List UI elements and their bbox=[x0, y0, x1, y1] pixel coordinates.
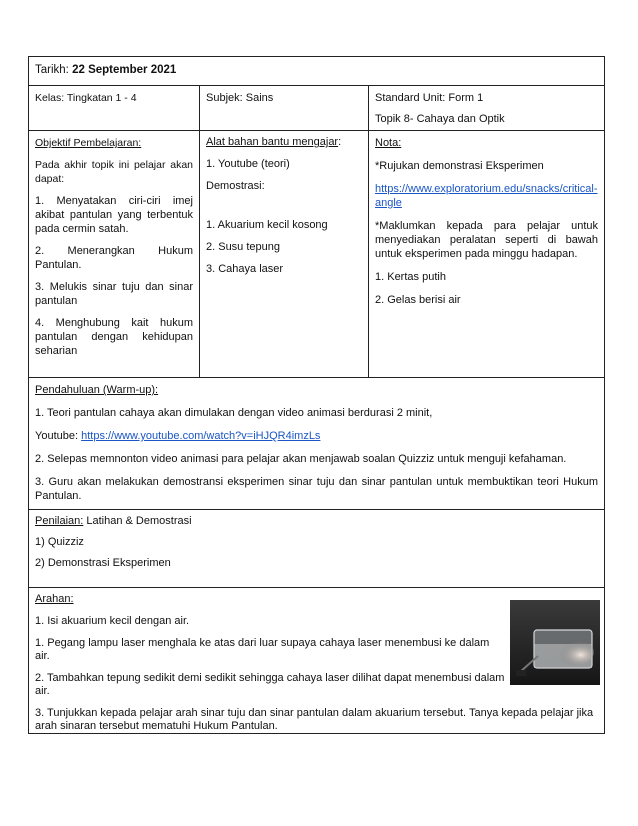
kelas-text: Kelas: Tingkatan 1 - 4 bbox=[35, 92, 137, 104]
objektif-cell bbox=[29, 131, 200, 377]
nota-maklumkan: *Maklumkan kepada para pelajar untuk menyediakan peralatan seperti di bawah untuk eksperimen pada minggu hadapan. bbox=[375, 220, 598, 260]
date-text bbox=[35, 64, 176, 76]
arahan-item-2: 1. Pegang lampu laser menghala ke atas dari luar supaya cahaya laser menembusi ke dalam air. bbox=[35, 637, 490, 662]
nota-rujukan: *Rujukan demonstrasi Eksperimen bbox=[375, 160, 544, 172]
alat-item-2: 2. Susu tepung bbox=[206, 241, 281, 253]
date-row bbox=[29, 57, 604, 86]
arahan-heading: Arahan: bbox=[35, 593, 74, 605]
penilaian-heading-rest: Latihan & Demostrasi bbox=[83, 515, 192, 527]
pendahuluan-p2: 2. Selepas memnonton video animasi para pelajar akan menjawab soalan Quizziz untuk menguji kefahaman. bbox=[35, 453, 567, 465]
objektif-item-3: 3. Melukis sinar tuju dan sinar pantulan bbox=[35, 281, 193, 307]
penilaian-heading bbox=[35, 515, 598, 527]
date-label: Tarikh: bbox=[35, 64, 69, 76]
penilaian-heading-label: Penilaian: bbox=[35, 515, 84, 527]
lesson-plan-table bbox=[28, 56, 605, 734]
nota-item-2: 2. Gelas berisi air bbox=[375, 294, 461, 306]
info-row bbox=[29, 86, 604, 131]
objektif-intro: Pada akhir topik ini pelajar akan dapat: bbox=[35, 159, 193, 185]
subjek-text: Subjek: Sains bbox=[206, 92, 274, 104]
objektif-heading: Objektif Pembelajaran: bbox=[35, 137, 142, 149]
penilaian-item-1: 1) Quizziz bbox=[35, 536, 84, 548]
topik-text: Topik 8- Cahaya dan Optik bbox=[375, 113, 505, 125]
objektif-item-2: 2. Menerangkan Hukum Pantulan. bbox=[35, 245, 193, 271]
date-value: 22 September 2021 bbox=[72, 64, 177, 76]
alat-cell bbox=[200, 131, 369, 377]
nota-cell bbox=[369, 131, 604, 377]
arahan-item-4: 3. Tunjukkan kepada pelajar arah sinar tuju dan sinar pantulan dalam akuarium tersebut. Tanya kepada pelajar jika arah sinaran tersebut mematuhi Hukum Pantulan. bbox=[35, 707, 594, 732]
alat-item-1: 1. Akuarium kecil kosong bbox=[206, 219, 328, 231]
pendahuluan-p1: 1. Teori pantulan cahaya akan dimulakan dengan video animasi berdurasi 2 minit, bbox=[35, 407, 433, 419]
alat-heading-colon: : bbox=[338, 136, 342, 148]
arahan-item-3: 2. Tambahkan tepung sedikit demi sedikit sehingga cahaya laser dilihat dapat menembusi dalam air. bbox=[35, 672, 505, 697]
alat-heading bbox=[206, 136, 362, 148]
aquarium-laser-photo bbox=[510, 600, 600, 685]
alat-youtube: 1. Youtube (teori) bbox=[206, 158, 290, 170]
pendahuluan-row bbox=[29, 378, 604, 510]
subjek-cell bbox=[200, 86, 369, 130]
nota-item-1: 1. Kertas putih bbox=[375, 271, 446, 283]
nota-heading: Nota: bbox=[375, 137, 402, 149]
pendahuluan-youtube-line bbox=[35, 429, 598, 443]
pendahuluan-heading: Pendahuluan (Warm-up): bbox=[35, 384, 159, 396]
standard-unit-cell bbox=[369, 86, 604, 130]
youtube-label: Youtube: bbox=[35, 430, 82, 442]
exploratorium-link[interactable]: https://www.exploratorium.edu/snacks/critical-angle bbox=[375, 183, 598, 209]
alat-demo-label: Demostrasi: bbox=[206, 180, 265, 192]
youtube-link[interactable]: https://www.youtube.com/watch?v=iHJQR4imzLs bbox=[81, 430, 321, 442]
arahan-row bbox=[29, 588, 604, 733]
nota-link-wrap bbox=[375, 182, 598, 210]
penilaian-item-2: 2) Demonstrasi Eksperimen bbox=[35, 557, 171, 569]
alat-heading-text: Alat bahan bantu mengajar bbox=[206, 136, 339, 148]
objektif-item-1: 1. Menyatakan ciri-ciri imej akibat pantulan yang terbentuk pada cermin satah. bbox=[35, 195, 193, 235]
standard-unit-text: Standard Unit: Form 1 bbox=[375, 92, 484, 104]
objektif-item-4: 4. Menghubung kait hukum pantulan dengan kehidupan seharian bbox=[35, 317, 193, 357]
penilaian-row bbox=[29, 510, 604, 588]
alat-item-3: 3. Cahaya laser bbox=[206, 263, 284, 275]
kelas-cell bbox=[29, 86, 200, 130]
pendahuluan-p3: 3. Guru akan melakukan demostransi eksperimen sinar tuju dan sinar pantulan untuk membuktikan teori Hukum Pantulan. bbox=[35, 476, 598, 502]
arahan-item-1: 1. Isi akuarium kecil dengan air. bbox=[35, 615, 190, 627]
objectives-row bbox=[29, 131, 604, 378]
